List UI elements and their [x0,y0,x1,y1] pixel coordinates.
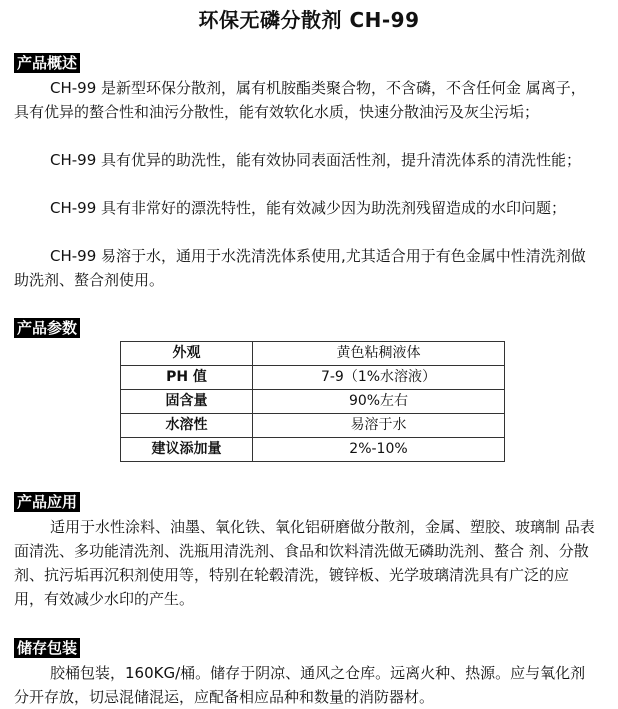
overview-paragraph-4: CH-99 易溶于水，通用于水洗清洗体系使用,尤其适合用于有色金属中性清洗剂做助洗剂、螯合剂使用。 [14,247,586,289]
param-key: 外观 [121,342,253,366]
section-heading-application: 产品应用 [14,492,80,512]
param-key: 固含量 [121,390,253,414]
storage-paragraph: 胶桶包装，160KG/桶。储存于阴凉、通风之仓库。远离火种、热源。应与氧化剂分开存放，切忌混储混运，应配备相应品种和数量的消防器材。 [14,664,586,706]
overview-paragraph-3: CH-99 具有非常好的漂洗特性，能有效减少因为助洗剂残留造成的水印问题； [50,199,567,217]
param-value: 2%-10% [253,438,505,462]
param-value: 黄色粘稠液体 [253,342,505,366]
param-value: 易溶于水 [253,414,505,438]
page-title: 环保无磷分散剂 CH-99 [198,8,420,32]
application-paragraph: 适用于水性涂料、油墨、氧化铁、氧化铝研磨做分散剂，金属、塑胶、玻璃制 品表面清洗、多功能清洗剂、洗瓶用清洗剂、食品和饮料清洗做无磷助洗剂、螯合 剂、分散剂、抗污垢再沉积剂使用等，特别在轮毂清洗，镀锌板、光学玻璃清洗具有广泛的应用，有效减少水印的产生。 [14,518,595,608]
param-key: PH 值 [121,366,253,390]
param-key: 建议添加量 [121,438,253,462]
section-heading-overview: 产品概述 [14,53,80,73]
param-value: 90%左右 [253,390,505,414]
table-row [121,414,505,438]
table-row [121,438,505,462]
section-heading-storage: 储存包装 [14,638,80,658]
params-table [120,341,505,462]
table-row [121,390,505,414]
overview-paragraph-1: CH-99 是新型环保分散剂，属有机胺酯类聚合物，不含磷，不含任何金 属离子，具有优异的螯合性和油污分散性，能有效软化水质，快速分散油污及灰尘污垢； [14,79,586,121]
table-row [121,342,505,366]
table-row [121,366,505,390]
overview-paragraph-2: CH-99 具有优异的助洗性，能有效协同表面活性剂，提升清洗体系的清洗性能； [50,151,582,169]
param-value: 7-9（1%水溶液） [253,366,505,390]
param-key: 水溶性 [121,414,253,438]
section-heading-params: 产品参数 [14,318,80,338]
